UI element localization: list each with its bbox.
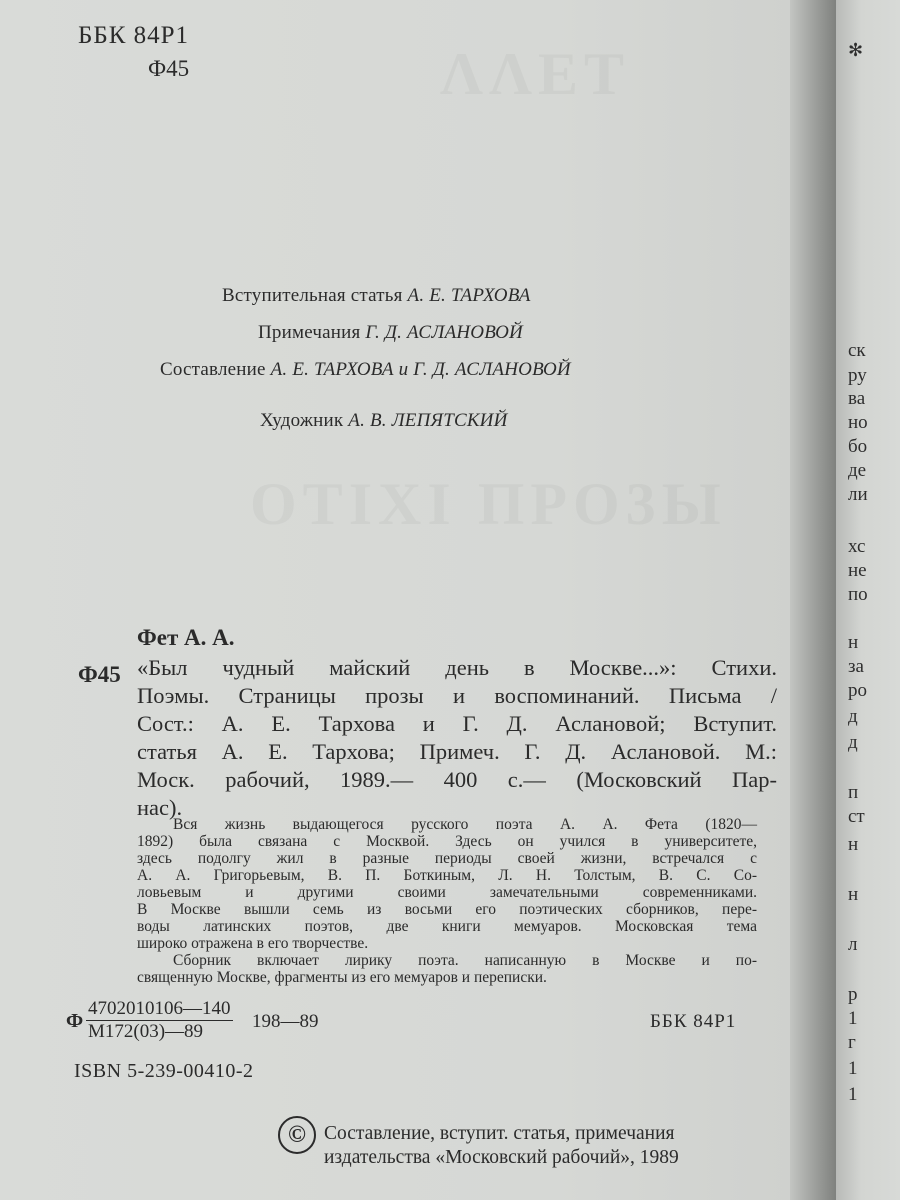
edge-text: ро [848, 680, 867, 701]
edge-text: н [848, 632, 859, 653]
imprint-order-number: 198—89 [252, 1011, 319, 1032]
imprint-letter: Ф [66, 1010, 84, 1032]
credit-role: Составление [160, 359, 266, 380]
annotation-line: Сборник включает лирику поэта. написанную в Москве и по- [173, 952, 757, 969]
biblio-line: статья А. Е. Тархова; Примеч. Г. Д. Аслановой. М.: [137, 739, 777, 764]
edge-text: 1 [848, 1084, 858, 1105]
annotation-line: В Москве вышли семь из восьми его поэтических сборников, пере- [137, 901, 757, 918]
facing-page-edge [836, 0, 900, 1200]
annotation-line: А. А. Григорьевым, В. П. Боткиным, Л. Н. Толстым, В. С. Со- [137, 867, 757, 884]
biblio-line: Моск. рабочий, 1989.— 400 с.— (Московский Пар- [137, 767, 777, 792]
catalog-code: Ф45 [78, 662, 121, 687]
edge-text: л [848, 934, 858, 955]
credit-intro [222, 285, 531, 307]
edge-text: ли [848, 484, 868, 505]
annotation-line: широко отражена в его творчестве. [137, 935, 369, 952]
edge-text: но [848, 412, 868, 433]
biblio-line: Сост.: А. Е. Тархова и Г. Д. Аслановой; Вступит. [137, 711, 777, 736]
isbn: ISBN 5-239-00410-2 [74, 1060, 254, 1082]
bleed-through-text: ΟΤΙΧΙ ΠΡΟ3Ы [250, 471, 727, 537]
edge-text: г [848, 1032, 856, 1053]
star-ornament-icon: ✻ [848, 40, 864, 60]
bbk-index-top: ББК 84Р1 [78, 22, 190, 49]
copyright-text [324, 1122, 679, 1170]
edge-text: де [848, 460, 867, 481]
edge-text: ст [848, 806, 865, 827]
credit-compiled [160, 359, 571, 381]
credit-role: Художник [260, 410, 344, 431]
edge-text: д [848, 706, 858, 727]
credit-name: А. Е. ТАРХОВА и Г. Д. АСЛАНОВОЙ [270, 359, 571, 380]
credit-artist [260, 410, 508, 432]
catalog-author: Фет А. А. [137, 625, 235, 650]
edge-text: не [848, 560, 867, 581]
annotation-line: воды латинских поэтов, две книги мемуаров. Московская тема [137, 918, 757, 935]
annotation-line: священную Москве, фрагменты из его мемуаров и переписки. [137, 969, 547, 986]
imprint-fraction [86, 998, 233, 1043]
edge-text: ва [848, 388, 866, 409]
edge-text: н [848, 834, 859, 855]
author-code-top: Ф45 [148, 56, 190, 81]
credit-name: А. Е. ТАРХОВА [407, 285, 531, 306]
annotation-line: 1892) была связана с Москвой. Здесь он учился в университете, [137, 833, 757, 850]
edge-text: н [848, 884, 859, 905]
edge-text: 1 [848, 1058, 858, 1079]
imprint-denominator: М172(03)—89 [88, 1021, 204, 1042]
edge-text: за [848, 656, 864, 677]
credit-name: А. В. ЛЕПЯТСКИЙ [348, 410, 508, 431]
copyright-line: Составление, вступит. статья, примечания [324, 1123, 675, 1144]
credit-name: Г. Д. АСЛАНОВОЙ [365, 322, 523, 343]
edge-text: бо [848, 436, 868, 457]
bbk-index-bottom: ББК 84Р1 [650, 1011, 737, 1032]
imprint-numerator: 4702010106—140 [88, 998, 231, 1019]
edge-text: д [848, 732, 858, 753]
book-spine-gutter [790, 0, 836, 1200]
edge-text: п [848, 782, 859, 803]
edge-text: хс [848, 536, 866, 557]
annotation-line: ловьевым и другими своими замечательными современниками. [137, 884, 757, 901]
bleed-through-text: ΛΛЕТ [440, 41, 631, 107]
annotation-line: здесь подолгу жил в разные периоды своей жизни, встречался с [137, 850, 757, 867]
edge-text: по [848, 584, 868, 605]
credit-notes [258, 322, 523, 344]
edge-text: 1 [848, 1008, 858, 1029]
edge-text: ск [848, 340, 866, 361]
annotation [137, 816, 757, 986]
biblio-line: Поэмы. Страницы прозы и воспоминаний. Письма / [137, 683, 777, 708]
bibliographic-description [137, 654, 777, 822]
biblio-line: нас). [137, 795, 183, 820]
copyright-line: издательства «Московский рабочий», 1989 [324, 1147, 679, 1168]
edge-text: ру [848, 365, 867, 386]
annotation-line: Вся жизнь выдающегося русского поэта А. А. Фета (1820— [173, 816, 757, 833]
credit-role: Примечания [258, 322, 361, 343]
copyright-icon: © [278, 1116, 316, 1154]
biblio-line: «Был чудный майский день в Москве...»: Стихи. [137, 655, 777, 680]
edge-text: р [848, 984, 858, 1005]
credit-role: Вступительная статья [222, 285, 403, 306]
